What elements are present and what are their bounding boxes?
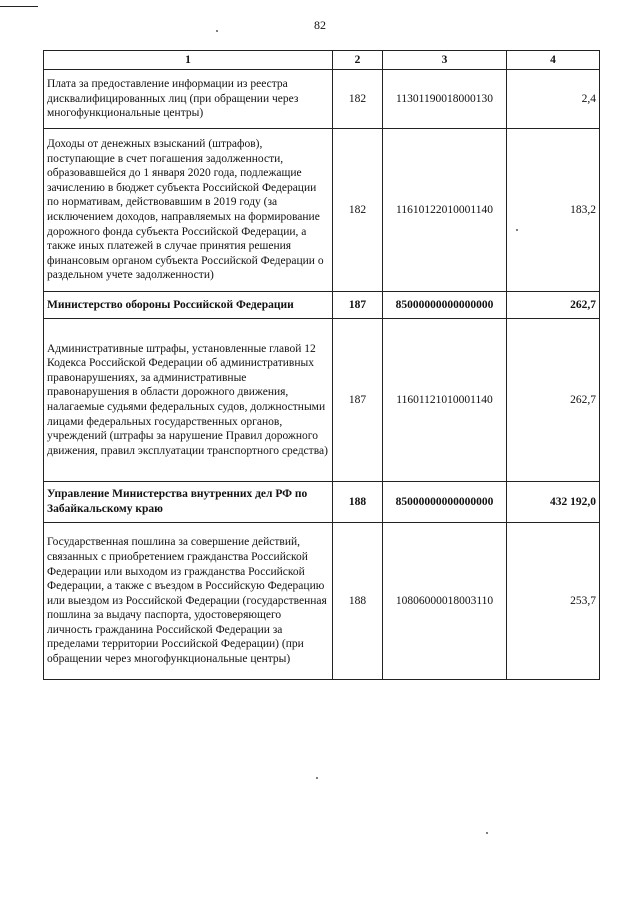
column-header-kbk: 3 <box>383 51 507 70</box>
row-sum: 262,7 <box>507 319 600 482</box>
page-number: 82 <box>314 18 326 32</box>
row-name: Плата за предоставление информации из реестра дисквалифицированных лиц (при обращении через многофункциональные центры) <box>44 70 333 129</box>
row-admin-code: 188 <box>333 523 383 680</box>
column-header-code: 2 <box>333 51 383 70</box>
table-row <box>44 523 600 680</box>
column-header-name: 1 <box>44 51 333 70</box>
table-row-group <box>44 482 600 523</box>
row-kbk: 11301190018000130 <box>383 70 507 129</box>
group-admin-code: 188 <box>333 482 383 523</box>
scan-speck <box>316 777 318 779</box>
group-sum: 432 192,0 <box>507 482 600 523</box>
row-sum: 253,7 <box>507 523 600 680</box>
row-kbk: 10806000018003110 <box>383 523 507 680</box>
row-name: Административные штрафы, установленные главой 12 Кодекса Российской Федерации об административных правонарушениях, за административные правонарушения в области дорожного движения, налагаемые судьями федеральных судов, должностными лицами федеральных государственных органов, учреждений (штрафы за нарушение Правил дорожного движения, правил эксплуатации транспортного средства) <box>44 319 333 482</box>
table-header-row <box>44 51 600 70</box>
table-row <box>44 70 600 129</box>
group-sum: 262,7 <box>507 292 600 319</box>
row-name: Государственная пошлина за совершение действий, связанных с приобретением гражданства Российской Федерации или выходом из гражданства Российской Федерации, а также с въездом в Российскую Федерацию или выездом из Российской Федерации (государственная пошлина за выдачу паспорта, удостоверяющего личность гражданина Российской Федерации за пределами территории Российской Федерации) (при обращении через многофункциональные центры) <box>44 523 333 680</box>
row-admin-code: 182 <box>333 129 383 292</box>
scan-speck <box>486 832 488 834</box>
group-name: Управление Министерства внутренних дел РФ по Забайкальскому краю <box>44 482 333 523</box>
top-rule <box>0 6 38 7</box>
row-admin-code: 182 <box>333 70 383 129</box>
column-header-sum: 4 <box>507 51 600 70</box>
scan-speck <box>516 229 518 231</box>
table-row-group <box>44 292 600 319</box>
row-sum: 183,2 <box>507 129 600 292</box>
table-row <box>44 319 600 482</box>
scan-speck <box>216 30 218 32</box>
row-sum: 2,4 <box>507 70 600 129</box>
group-name: Министерство обороны Российской Федерации <box>44 292 333 319</box>
row-kbk: 11601121010001140 <box>383 319 507 482</box>
group-kbk: 85000000000000000 <box>383 482 507 523</box>
row-admin-code: 187 <box>333 319 383 482</box>
row-kbk: 11610122010001140 <box>383 129 507 292</box>
table-row <box>44 129 600 292</box>
row-name: Доходы от денежных взысканий (штрафов), поступающие в счет погашения задолженности, образовавшейся до 1 января 2020 года, подлежащие зачислению в бюджет субъекта Российской Федерации по нормативам, действовавшим в 2019 году (за исключением доходов, направляемых на формирование дорожного фонда субъекта Российской Федерации, а также иных платежей в случае принятия решения финансовым органом субъекта Российской Федерации о раздельном учете задолженности) <box>44 129 333 292</box>
group-kbk: 85000000000000000 <box>383 292 507 319</box>
group-admin-code: 187 <box>333 292 383 319</box>
budget-table <box>43 50 600 680</box>
